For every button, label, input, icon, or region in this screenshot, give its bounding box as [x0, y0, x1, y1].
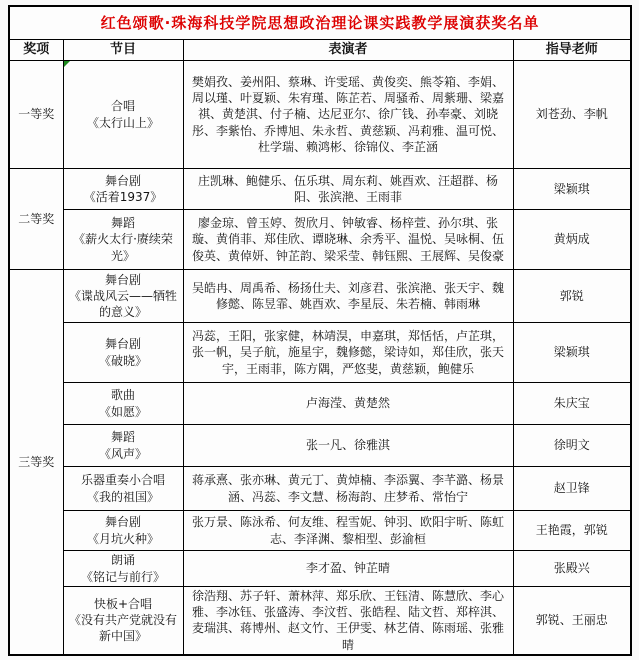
- program-type: 舞蹈: [110, 430, 135, 445]
- program-name: 《我的祖国》: [86, 489, 159, 504]
- teachers-cell: 赵卫锋: [513, 467, 631, 511]
- program-name: 《谍战风云——牺牲的意义》: [68, 288, 177, 320]
- teachers-cell: 朱庆宝: [513, 383, 631, 425]
- program-name: 《月坑火种》: [86, 531, 159, 546]
- program-type: 舞蹈: [110, 216, 135, 231]
- performers-cell: 樊娟孜、姜州阳、蔡琳、许雯瑶、黄俊奕、熊苓箱、李娟、周以瑾、叶夏颖、朱宥瑾、陈芷若、周骚希、周紫珊、梁嘉祺、黄楚淇、付子楠、达尼亚尔、徐广钱、孙奉豪、刘晓彤、李紫怡、乔博旭、朱永哲、黄慈颖、冯莉雅、温可悦、杜学瑞、赖鸿彬、徐锦仪、李芷涵: [183, 61, 513, 169]
- teachers-cell: 郭锐: [513, 270, 631, 323]
- table-row: [9, 323, 631, 383]
- program-name: 《薪火太行·赓续荣光》: [73, 232, 173, 263]
- table-row: [9, 169, 631, 210]
- teachers-cell: 张殿兴: [513, 551, 631, 587]
- program-name: 《如愿》: [98, 404, 147, 419]
- program-name: 《铭记与前行》: [80, 569, 165, 584]
- program-cell: [63, 425, 183, 467]
- program-type: 舞台剧: [104, 515, 141, 530]
- program-name: 《没有共产党就没有新中国》: [68, 613, 177, 644]
- column-header-program: 节目: [63, 40, 183, 61]
- page-title: 红色颂歌·珠海科技学院思想政治理论课实践教学展演获奖名单: [9, 6, 631, 40]
- program-type: 快板+合唱: [93, 597, 153, 612]
- award-cell-first-prize: 一等奖: [9, 61, 63, 169]
- program-type: 舞台剧: [104, 173, 141, 188]
- program-name: 《风声》: [98, 446, 147, 461]
- program-cell: [63, 169, 183, 210]
- program-type: 歌曲: [110, 388, 135, 403]
- program-name: 《破晓》: [98, 353, 147, 368]
- teachers-cell: 黄炳成: [513, 210, 631, 270]
- teachers-cell: 梁颖琪: [513, 169, 631, 210]
- teachers-cell: 梁颖琪: [513, 323, 631, 383]
- header-row: [9, 40, 631, 61]
- program-type: 合唱: [110, 99, 135, 114]
- program-type: 乐器重奏小合唱: [80, 473, 165, 488]
- program-name: 《太行山上》: [86, 115, 159, 130]
- performers-cell: 吴皓冉、周禹希、杨扬仕夫、刘彦君、张滨滟、张天宇、魏修懿、陈昱霏、姚酉欢、李星辰、朱若楠、韩雨琳: [183, 270, 513, 323]
- award-cell-third-prize: 三等奖: [9, 270, 63, 655]
- program-cell: [63, 61, 183, 169]
- teachers-cell: 王艳霞，郭锐: [513, 511, 631, 551]
- award-cell-second-prize: 二等奖: [9, 169, 63, 270]
- program-name: 《活着1937》: [83, 190, 163, 204]
- table-row: [9, 587, 631, 655]
- column-header-performers: 表演者: [183, 40, 513, 61]
- program-cell: [63, 467, 183, 511]
- table-row: [9, 61, 631, 169]
- performers-cell: 廖金琼、曾玉婷、贺欣月、钟敏睿、杨梓萱、孙尔琪、张璇、黄俏菲、郑佳欣、谭晓琳、余秀平、温悦、吴咏桐、伍俊英、黄倬妍、钟芷韵、梁采莹、韩钰熙、王展辉、吴俊豪: [183, 210, 513, 270]
- award-results-table: [8, 5, 632, 656]
- program-type: 舞台剧: [104, 272, 141, 287]
- cell-note-marker-icon: [64, 61, 70, 67]
- performers-cell: 李才盈、钟芷晴: [183, 551, 513, 587]
- teachers-cell: 郭锐、王丽忠: [513, 587, 631, 655]
- program-cell: [63, 210, 183, 270]
- table-row: [9, 467, 631, 511]
- column-header-teachers: 指导老师: [513, 40, 631, 61]
- program-cell: [63, 587, 183, 655]
- table-row: [9, 511, 631, 551]
- performers-cell: 冯蕊，王阳，张家健，林靖淏，申嘉琪，郑恬恬，卢芷琪，张一帆，吴子航，施星宇，魏修懿，梁诗如，郑佳欣，张天宇，王雨菲，陈方隅，严悠斐，黄慈颖，鲍健乐: [183, 323, 513, 383]
- table-row: [9, 425, 631, 467]
- column-header-award: 奖项: [9, 40, 63, 61]
- table-row: [9, 383, 631, 425]
- program-cell: [63, 511, 183, 551]
- title-row: [9, 6, 631, 40]
- performers-cell: 蒋承熹、张亦琳、黄元丁、黄焯楠、李添翼、李芊潞、杨景涵、冯蕊、李文慧、杨海韵、庄梦希、常怡宁: [183, 467, 513, 511]
- table-row: [9, 551, 631, 587]
- performers-cell: 庄凯琳、鲍健乐、伍乐琪、周东莉、姚酉欢、汪超群、杨阳、张滨滟、王雨菲: [183, 169, 513, 210]
- program-type: 舞台剧: [104, 337, 141, 352]
- program-cell: [63, 270, 183, 323]
- program-cell: [63, 383, 183, 425]
- performers-cell: 徐浩翔、苏子轩、萧林萍、郑乐欣、王钰清、陈慧欣、李心雅、李冰钰、张盛涛、李汶哲、张皓程、陆文哲、郑梓淇、麦瑞淇、蒋博州、赵文竹、王伊雯、林艺倩、陈雨瑶、张雅晴: [183, 587, 513, 655]
- teachers-cell: 徐明文: [513, 425, 631, 467]
- performers-cell: 张万景、陈泳希、何友维、程雪妮、钟羽、欧阳宇昕、陈虹志、李泽渊、黎相型、彭渝桓: [183, 511, 513, 551]
- program-cell: [63, 323, 183, 383]
- table-row: [9, 210, 631, 270]
- performers-cell: 卢海滢、黄楚然: [183, 383, 513, 425]
- program-type: 朗诵: [110, 553, 135, 568]
- teachers-cell: 刘苍劲、李帆: [513, 61, 631, 169]
- program-cell: [63, 551, 183, 587]
- performers-cell: 张一凡、徐雅淇: [183, 425, 513, 467]
- table-row: [9, 270, 631, 323]
